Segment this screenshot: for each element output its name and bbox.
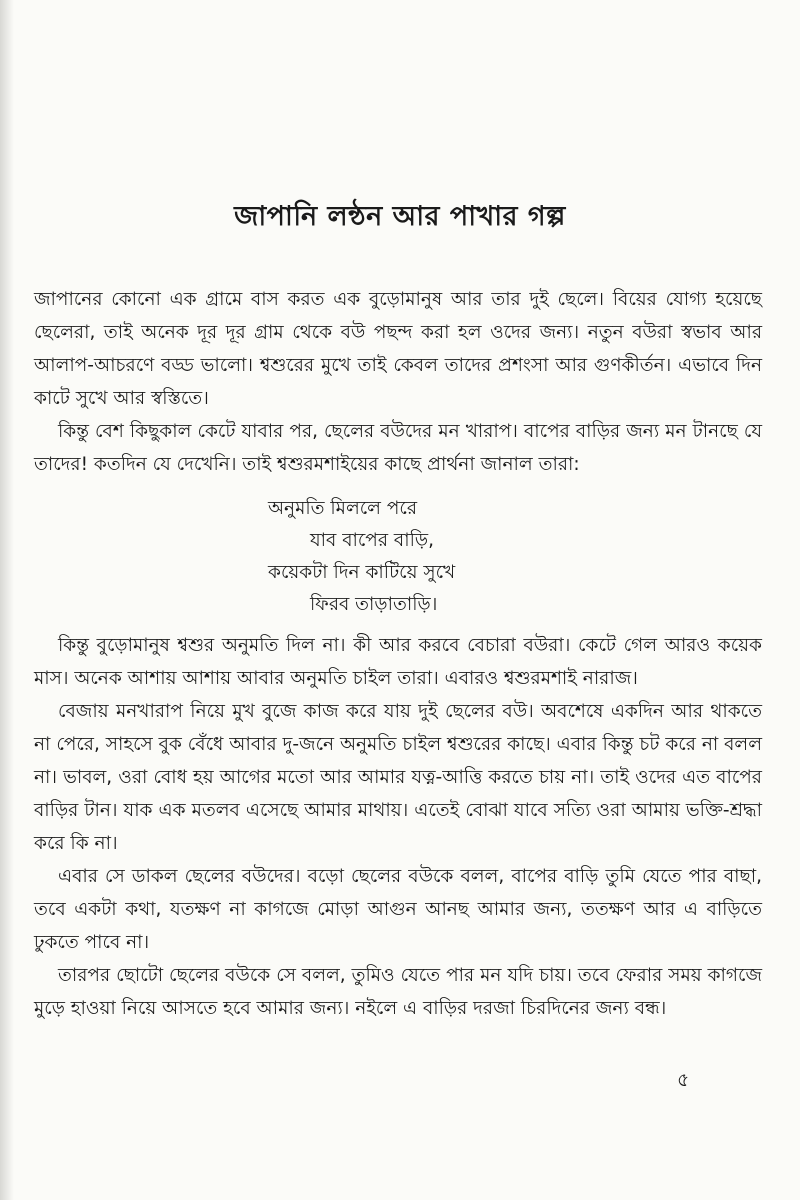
paragraph: কিন্তু বেশ কিছুকাল কেটে যাবার পর, ছেলের বউদের মন খারাপ। বাপের বাড়ির জন্য মন টানছে যে তাদের! কতদিন যে দেখেনি। তাই শ্বশুরমশাইয়ের কাছে প্রার্থনা জানাল তারা: (34, 421, 762, 475)
text-block-intro (34, 283, 762, 481)
paragraph: এবার সে ডাকল ছেলের বউদের। বড়ো ছেলের বউকে বলল, বাপের বাড়ি তুমি যেতে পার বাছা, তবে একটা কথা, যতক্ষণ না কাগজে মোড়া আগুন আনছ আমার জন্য, ততক্ষণ আর এ বাড়িতে ঢুকতে পাবে না। (34, 866, 762, 953)
poem-line: অনুমতি মিললে পরে (268, 498, 418, 519)
text-block-story (34, 629, 762, 1025)
poem (268, 493, 455, 621)
page-number: ৫ (677, 1069, 690, 1091)
poem-line: কয়েকটা দিন কাটিয়ে সুখে (268, 562, 456, 583)
paragraph: তারপর ছোটো ছেলের বউকে সে বলল, তুমিও যেতে পার মন যদি চায়। তবে ফেরার সময় কাগজে মুড়ে হাওয়া নিয়ে আসতে হবে আমার জন্য। নইলে এ বাড়ির দরজা চিরদিনের জন্য বন্ধ। (34, 965, 762, 1019)
paragraph: জাপানের কোনো এক গ্রামে বাস করত এক বুড়োমানুষ আর তার দুই ছেলে। বিয়ের যোগ্য হয়েছে ছেলেরা, তাই অনেক দূর দূর গ্রাম থেকে বউ পছন্দ করা হল ওদের জন্য। নতুন বউরা স্বভাব আর আলাপ-আচরণে বড্ড ভালো। শ্বশুরের মুখে তাই কেবল তাদের প্রশংসা আর গুণকীর্তন। এভাবে দিন কাটে সুখে আর স্বস্তিতে। (34, 289, 762, 409)
poem-line: ফিরব তাড়াতাড়ি। (310, 594, 438, 615)
paragraph: কিন্তু বুড়োমানুষ শ্বশুর অনুমতি দিল না। কী আর করবে বেচারা বউরা। কেটে গেল আরও কয়েক মাস। অনেক আশায় আশায় আবার অনুমতি চাইল তারা। এবারও শ্বশুরমশাই নারাজ। (34, 635, 762, 689)
poem-line: যাব বাপের বাড়ি, (310, 530, 434, 551)
page-title: জাপানি লন্ঠন আর পাখার গল্প (234, 201, 566, 232)
paragraph: বেজায় মনখারাপ নিয়ে মুখ বুজে কাজ করে যায় দুই ছেলের বউ। অবশেষে একদিন আর থাকতে না পেরে, সাহসে বুক বেঁধে আবার দু-জনে অনুমতি চাইল শ্বশুরের কাছে। এবার কিন্তু চট করে না বলল না। ভাবল, ওরা বোধ হয় আগের মতো আর আমার যত্ন-আত্তি করতে চায় না। তাই ওদের এত বাপের বাড়ির টান। যাক এক মতলব এসেছে আমার মাথায়। এতেই বোঝা যাবে সত্যি ওরা আমায় ভক্তি-শ্রদ্ধা করে কি না। (34, 701, 762, 854)
page-edge-shadow (0, 0, 14, 1200)
